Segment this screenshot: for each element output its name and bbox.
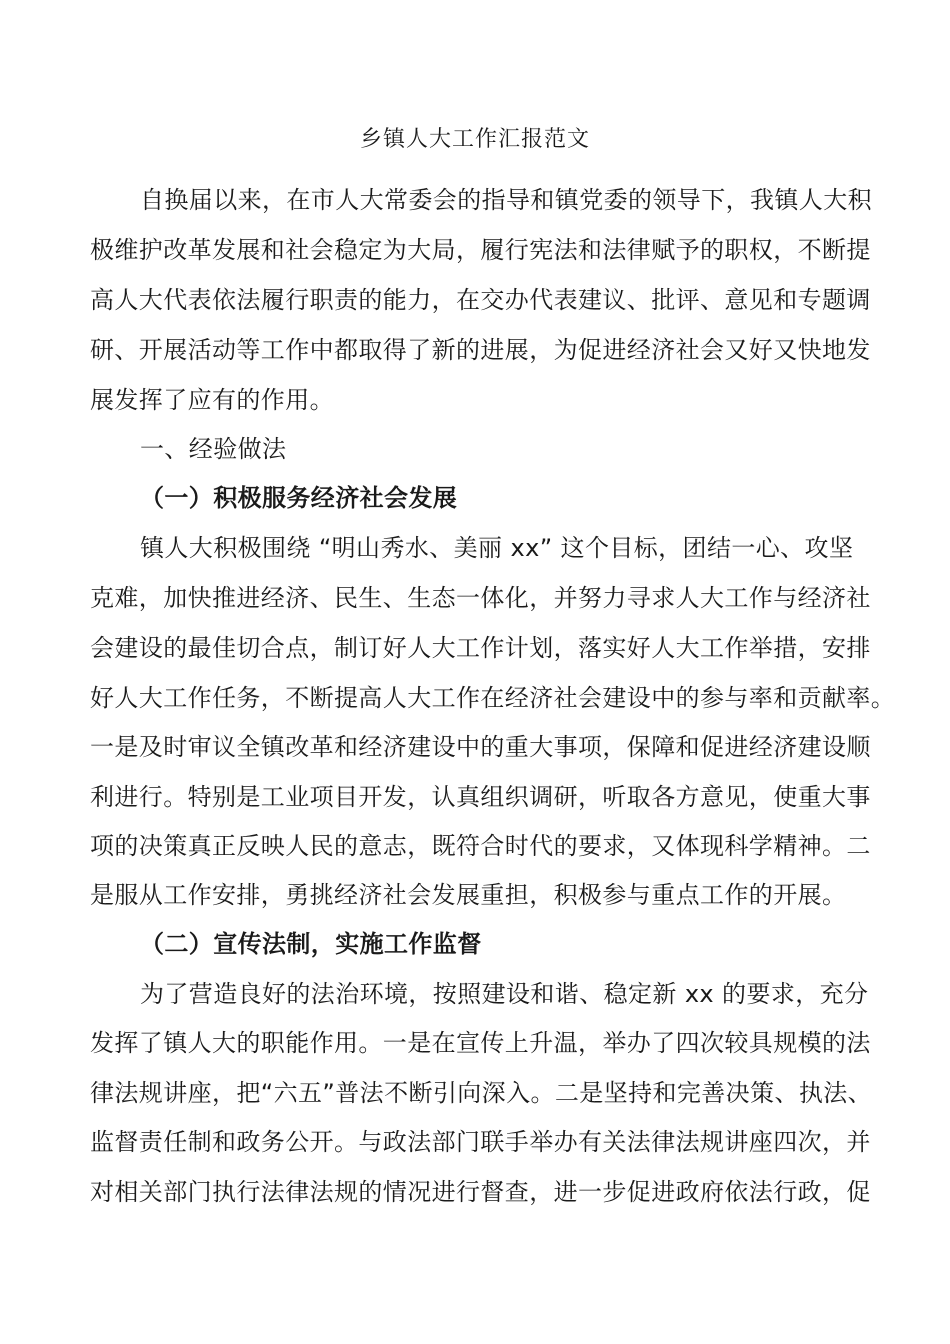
paragraph-line: 会建设的最佳切合点，制订好人大工作计划，落实好人大工作举措，安排 xyxy=(90,634,871,662)
paragraph-line: 是服从工作安排，勇挑经济社会发展重担，积极参与重点工作的开展。 xyxy=(90,881,847,909)
paragraph-line: 为了营造良好的法治环境，按照建设和谐、稳定新 xx 的要求，充分 xyxy=(140,980,869,1008)
paragraph-line: 极维护改革发展和社会稳定为大局，履行宪法和法律赋予的职权，不断提 xyxy=(90,236,871,264)
paragraph-line: 克难，加快推进经济、民生、生态一体化，并努力寻求人大工作与经济社 xyxy=(90,584,871,612)
section-heading: 一、经验做法 xyxy=(140,435,287,463)
document-title: 乡镇人大工作汇报范文 xyxy=(359,127,590,152)
paragraph-line: 项的决策真正反映人民的意志，既符合时代的要求，又体现科学精神。二 xyxy=(90,832,871,860)
paragraph-line: 自换届以来，在市人大常委会的指导和镇党委的领导下，我镇人大积 xyxy=(140,186,872,214)
paragraph-line: 监督责任制和政务公开。与政法部门联手举办有关法律法规讲座四次，并 xyxy=(90,1128,871,1156)
paragraph-line: 利进行。特别是工业项目开发，认真组织调研，听取各方意见，使重大事 xyxy=(90,783,871,811)
paragraph-line: 对相关部门执行法律法规的情况进行督查，进一步促进政府依法行政，促 xyxy=(90,1178,871,1206)
paragraph-line: 镇人大积极围绕 “明山秀水、美丽 xx” 这个目标，团结一心、攻坚 xyxy=(140,534,854,562)
paragraph-line: 律法规讲座，把“六五”普法不断引向深入。二是坚持和完善决策、执法、 xyxy=(90,1079,873,1107)
subsection-heading: （二）宣传法制，实施工作监督 xyxy=(140,930,482,958)
paragraph-line: 一是及时审议全镇改革和经济建设中的重大事项，保障和促进经济建设顺 xyxy=(90,733,871,761)
paragraph-line: 高人大代表依法履行职责的能力，在交办代表建议、批评、意见和专题调 xyxy=(90,286,871,314)
paragraph-line: 研、开展活动等工作中都取得了新的进展，为促进经济社会又好又快地发 xyxy=(90,336,871,364)
subsection-heading: （一）积极服务经济社会发展 xyxy=(140,484,458,512)
paragraph-line: 发挥了镇人大的职能作用。一是在宣传上升温，举办了四次较具规模的法 xyxy=(90,1029,871,1057)
paragraph-line: 展发挥了应有的作用。 xyxy=(90,386,334,414)
paragraph-line: 好人大工作任务，不断提高人大工作在经济社会建设中的参与率和贡献率。 xyxy=(90,684,896,712)
